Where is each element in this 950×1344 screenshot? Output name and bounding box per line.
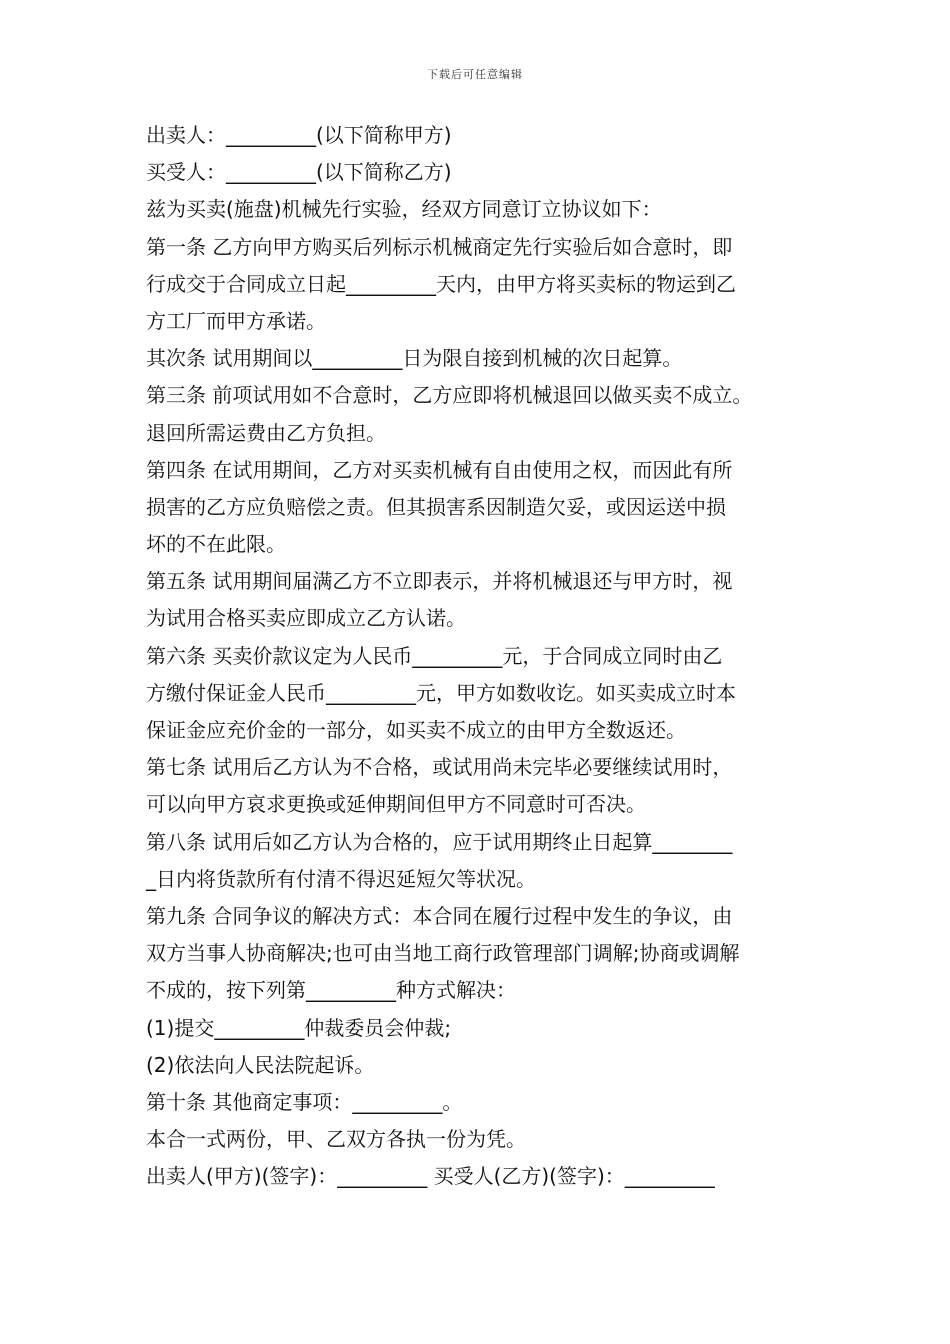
contract-line: 兹为买卖(施盘)机械先行实验，经双方同意订立协议如下： bbox=[146, 197, 662, 222]
contract-line: 第八条 试用后如乙方认为合格的，应于试用期终止日起算________ bbox=[146, 829, 733, 854]
contract-line: 双方当事人协商解决;也可由当地工商行政管理部门调解;协商或调解 bbox=[146, 941, 740, 966]
contract-line: 出卖人：_________(以下简称甲方) bbox=[146, 123, 452, 147]
contract-line: 可以向甲方哀求更换或延伸期间但甲方不同意时可否决。 bbox=[146, 792, 646, 817]
header-note: 下载后可任意编辑 bbox=[427, 68, 523, 81]
contract-line: 第五条 试用期间届满乙方不立即表示，并将机械退还与甲方时，视 bbox=[146, 569, 733, 594]
contract-line: 方缴付保证金人民币_________元，甲方如数收讫。如买卖成立时本 bbox=[146, 680, 736, 705]
contract-line: 行成交于合同成立日起_________天内，由甲方将买卖标的物运到乙 bbox=[146, 271, 736, 296]
contract-line: 退回所需运费由乙方负担。 bbox=[146, 420, 386, 445]
contract-line: 保证金应充价金的一部分，如买卖不成立的由甲方全数返还。 bbox=[146, 718, 686, 742]
contract-line: 买受人：_________(以下简称乙方) bbox=[146, 160, 452, 185]
contract-line: 第三条 前项试用如不合意时，乙方应即将机械退回以做买卖不成立。 bbox=[146, 383, 753, 408]
contract-line: _日内将货款所有付清不得迟延短欠等状况。 bbox=[146, 866, 536, 891]
contract-line: 为试用合格买卖应即成立乙方认诺。 bbox=[146, 606, 466, 631]
contract-line: (2)依法向人民法院起诉。 bbox=[146, 1052, 375, 1077]
contract-line: 第六条 买卖价款议定为人民币_________元，于合同成立同时由乙 bbox=[146, 643, 723, 668]
contract-line: 第九条 合同争议的解决方式：本合同在履行过程中发生的争议，由 bbox=[146, 903, 733, 928]
contract-line: (1)提交_________仲裁委员会仲裁; bbox=[146, 1015, 452, 1040]
contract-body bbox=[146, 117, 818, 1195]
contract-line: 第四条 在试用期间，乙方对买卖机械有自由使用之权，而因此有所 bbox=[146, 457, 733, 482]
contract-line: 坏的不在此限。 bbox=[146, 532, 286, 557]
contract-line: 第十条 其他商定事项：_________。 bbox=[146, 1089, 463, 1114]
contract-line: 第一条 乙方向甲方购买后列标示机械商定先行实验后如合意时，即 bbox=[146, 234, 733, 259]
contract-line: 第七条 试用后乙方认为不合格，或试用尚未完毕必要继续试用时， bbox=[146, 755, 733, 780]
contract-line: 本合一式两份，甲、乙双方各执一份为凭。 bbox=[146, 1127, 526, 1152]
contract-line: 出卖人(甲方)(签字)：_________ 买受人(乙方)(签字)：_________ bbox=[146, 1164, 715, 1189]
contract-line: 不成的，按下列第_________种方式解决： bbox=[146, 978, 516, 1003]
contract-line: 方工厂而甲方承诺。 bbox=[146, 308, 326, 333]
contract-line: 损害的乙方应负赔偿之责。但其损害系因制造欠妥，或因运送中损 bbox=[146, 494, 726, 519]
contract-line: 其次条 试用期间以_________日为限自接到机械的次日起算。 bbox=[146, 346, 683, 371]
